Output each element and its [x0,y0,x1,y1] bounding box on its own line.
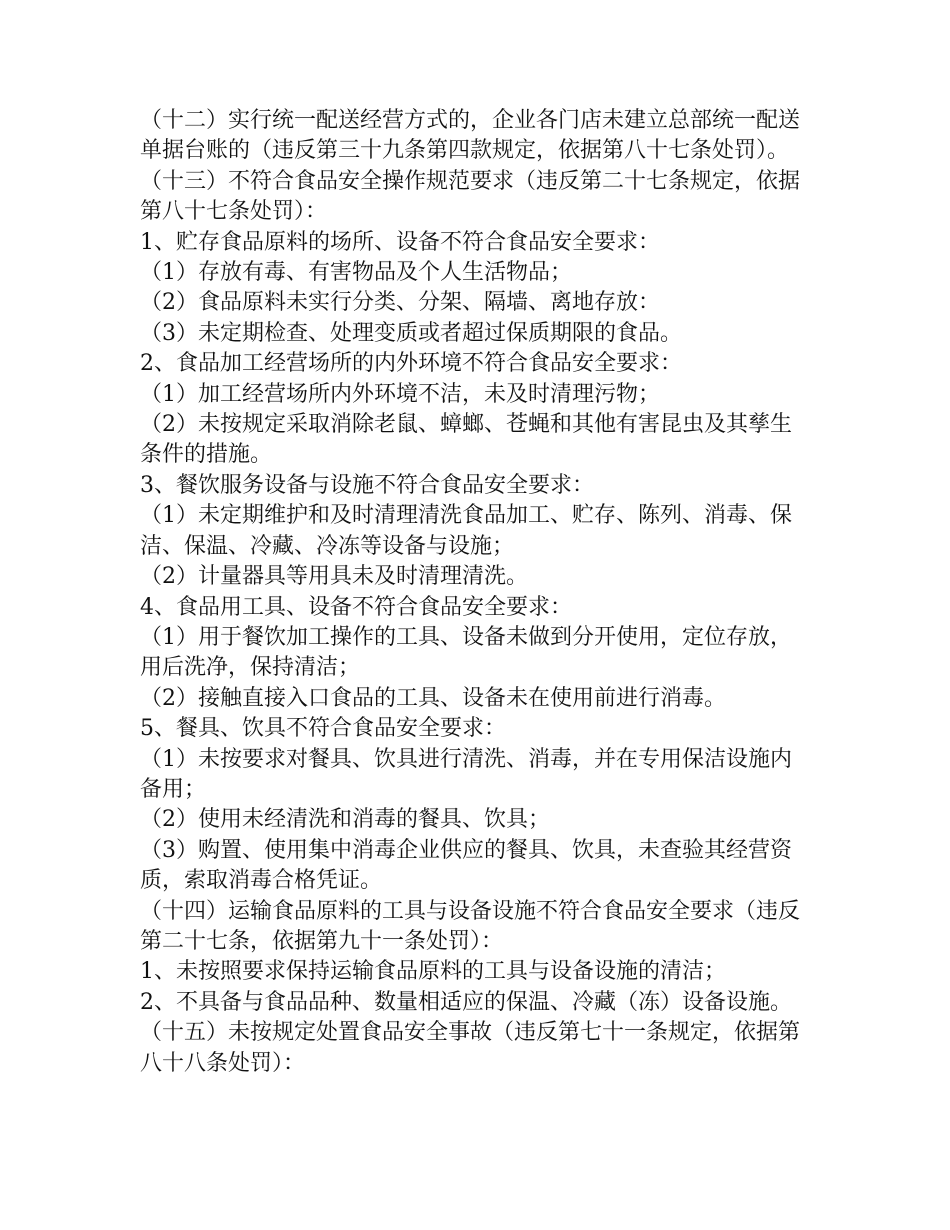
subitem-2-1: （1）加工经营场所内外环境不洁，未及时清理污物； [140,381,660,407]
subitem-3-1: （1）未定期维护和及时清理清洗食品加工、贮存、陈列、消毒、保洁、保温、冷藏、冷冻等设备与设施； [140,503,792,559]
subitem-1-1: （1）存放有毒、有害物品及个人生活物品； [140,260,572,286]
subitem-5-3: （3）购置、使用集中消毒企业供应的餐具、饮具，未查验其经营资质，索取消毒合格凭证。 [140,837,792,894]
subitem-2: 2、食品加工经营场所的内外环境不符合食品安全要求： [140,351,682,377]
subitem-1-2: （2）食品原料未实行分类、分架、隔墙、离地存放： [140,290,660,316]
subitem-4-1: （1）用于餐饮加工操作的工具、设备未做到分开使用，定位存放，用后洗净，保持清洁； [140,624,792,681]
subitem-1: 1、贮存食品原料的场所、设备不符合食品安全要求： [140,229,660,255]
subitem-5-2: （2）使用未经清洗和消毒的餐具、饮具； [140,807,550,833]
paragraph-item-14: （十四）运输食品原料的工具与设备设施不符合食品安全要求（违反第二十七条，依据第九十一条处罚）： [140,898,801,954]
paragraph-item-12: （十二）实行统一配送经营方式的，企业各门店未建立总部统一配送单据台账的（违反第三十九条第四款规定，依据第八十七条处罚）。 [140,108,801,164]
subitem-4: 4、食品用工具、设备不符合食品安全要求： [140,594,572,620]
paragraph-item-15: （十五）未按规定处置食品安全事故（违反第七十一条规定，依据第八十八条处罚）： [140,1020,801,1076]
subitem-3-2: （2）计量器具等用具未及时清理清洗。 [140,564,528,590]
subitem-14-2: 2、不具备与食品品种、数量相适应的保温、冷藏（冻）设备设施。 [140,989,792,1015]
document-page [140,106,812,1079]
subitem-4-2: （2）接触直接入口食品的工具、设备未在使用前进行消毒。 [140,685,726,711]
paragraph-item-13: （十三）不符合食品安全操作规范要求（违反第二十七条规定，依据第八十七条处罚）： [140,168,801,225]
subitem-2-2: （2）未按规定采取消除老鼠、蟑螂、苍蝇和其他有害昆虫及其孳生条件的措施。 [140,412,792,468]
subitem-14-1: 1、未按照要求保持运输食品原料的工具与设备设施的清洁； [140,959,726,985]
subitem-5: 5、餐具、饮具不符合食品安全要求： [140,716,506,742]
subitem-3: 3、餐饮服务设备与设施不符合食品安全要求： [140,472,594,498]
subitem-5-1: （1）未按要求对餐具、饮具进行清洗、消毒，并在专用保洁设施内备用； [140,746,792,802]
subitem-1-3: （3）未定期检查、处理变质或者超过保质期限的食品。 [140,320,682,346]
